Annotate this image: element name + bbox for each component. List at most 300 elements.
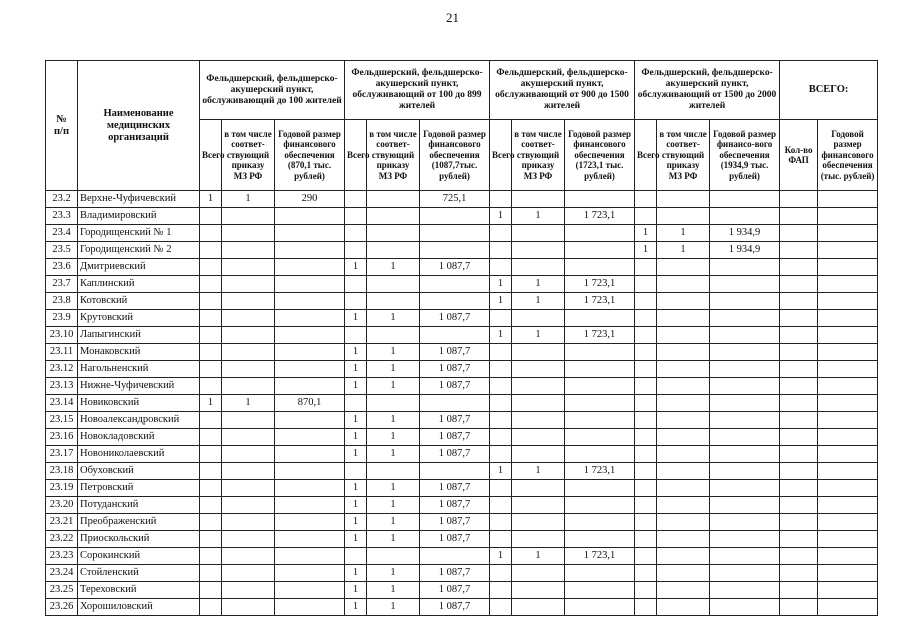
cell-count-incl [222, 225, 275, 242]
cell-amount [275, 582, 345, 599]
cell-count-incl [367, 463, 420, 480]
cell-count-all: 1 [345, 259, 367, 276]
cell-count-all [635, 565, 657, 582]
cell-count-all: 1 [345, 599, 367, 616]
cell-amount: 1 087,7 [420, 259, 490, 276]
cell-count-all: 1 [345, 310, 367, 327]
table-row [46, 412, 878, 429]
cell-count-all [635, 446, 657, 463]
col-header-name: Наименование медицинских организаций [78, 61, 200, 191]
cell-count-all [635, 497, 657, 514]
cell-amount [420, 548, 490, 565]
organization-name: Владимировский [78, 208, 200, 225]
cell-amount [565, 242, 635, 259]
cell-amount [275, 276, 345, 293]
cell-count-incl: 1 [367, 259, 420, 276]
cell-fap-count [780, 395, 818, 412]
cell-amount: 1 087,7 [420, 531, 490, 548]
row-number: 23.14 [46, 395, 78, 412]
cell-amount [275, 344, 345, 361]
cell-amount [818, 429, 878, 446]
cell-count-all [490, 259, 512, 276]
cell-count-all [635, 599, 657, 616]
row-number: 23.3 [46, 208, 78, 225]
col-header-number: № п/п [46, 61, 78, 191]
cell-amount [818, 480, 878, 497]
table-row [46, 225, 878, 242]
cell-count-incl [512, 446, 565, 463]
cell-amount [818, 361, 878, 378]
cell-count-all [635, 293, 657, 310]
cell-amount [818, 463, 878, 480]
table-row [46, 191, 878, 208]
cell-count-incl [222, 310, 275, 327]
cell-fap-count [780, 310, 818, 327]
cell-count-all [345, 327, 367, 344]
sub-header-all: Всего [200, 120, 222, 191]
cell-count-all [345, 395, 367, 412]
cell-count-incl [512, 361, 565, 378]
cell-amount [275, 531, 345, 548]
cell-count-all [345, 276, 367, 293]
cell-count-incl [222, 582, 275, 599]
cell-fap-count [780, 378, 818, 395]
cell-count-incl: 1 [367, 446, 420, 463]
cell-count-incl [222, 565, 275, 582]
cell-count-all [200, 480, 222, 497]
cell-amount [818, 599, 878, 616]
cell-count-incl [367, 327, 420, 344]
cell-count-all [200, 463, 222, 480]
cell-count-incl: 1 [222, 191, 275, 208]
cell-amount: 1 723,1 [565, 327, 635, 344]
cell-amount [565, 412, 635, 429]
row-number: 23.16 [46, 429, 78, 446]
organization-name: Новокладовский [78, 429, 200, 446]
row-number: 23.13 [46, 378, 78, 395]
row-number: 23.18 [46, 463, 78, 480]
cell-count-all [635, 344, 657, 361]
cell-amount [420, 463, 490, 480]
row-number: 23.23 [46, 548, 78, 565]
cell-count-all: 1 [200, 191, 222, 208]
cell-fap-count [780, 191, 818, 208]
cell-amount [710, 480, 780, 497]
organization-name: Монаковский [78, 344, 200, 361]
cell-count-incl [512, 531, 565, 548]
cell-count-incl [222, 429, 275, 446]
cell-count-all: 1 [345, 514, 367, 531]
cell-amount [710, 276, 780, 293]
cell-count-all [200, 225, 222, 242]
cell-fap-count [780, 463, 818, 480]
cell-count-incl: 1 [367, 378, 420, 395]
organization-name: Городищенский № 1 [78, 225, 200, 242]
cell-fap-count [780, 446, 818, 463]
organization-name: Котовский [78, 293, 200, 310]
cell-count-incl [222, 599, 275, 616]
cell-amount [565, 191, 635, 208]
cell-count-incl [657, 599, 710, 616]
cell-amount [710, 310, 780, 327]
cell-amount [565, 514, 635, 531]
table-row [46, 582, 878, 599]
header-row-groups [46, 61, 878, 120]
cell-count-incl [222, 548, 275, 565]
cell-count-all [490, 395, 512, 412]
cell-count-incl: 1 [367, 514, 420, 531]
cell-count-all [490, 191, 512, 208]
table-row [46, 293, 878, 310]
cell-count-all [490, 429, 512, 446]
row-number: 23.19 [46, 480, 78, 497]
cell-amount [275, 497, 345, 514]
cell-count-all [635, 208, 657, 225]
cell-amount [420, 208, 490, 225]
cell-amount [818, 344, 878, 361]
cell-count-all [345, 548, 367, 565]
organization-name: Нагольненский [78, 361, 200, 378]
row-number: 23.8 [46, 293, 78, 310]
financing-table [45, 60, 878, 616]
cell-count-all [490, 378, 512, 395]
cell-count-all [200, 446, 222, 463]
cell-amount [275, 378, 345, 395]
cell-count-incl [657, 531, 710, 548]
cell-count-incl [222, 208, 275, 225]
cell-amount: 1 087,7 [420, 514, 490, 531]
cell-amount: 1 087,7 [420, 429, 490, 446]
cell-count-incl [222, 446, 275, 463]
table-row [46, 344, 878, 361]
cell-amount [818, 395, 878, 412]
cell-count-incl [512, 344, 565, 361]
cell-fap-count [780, 259, 818, 276]
cell-amount: 870,1 [275, 395, 345, 412]
cell-count-incl: 1 [512, 208, 565, 225]
sub-header-all: Всего [490, 120, 512, 191]
cell-count-incl [222, 378, 275, 395]
cell-count-incl [222, 242, 275, 259]
row-number: 23.20 [46, 497, 78, 514]
cell-amount [275, 565, 345, 582]
cell-amount: 1 723,1 [565, 463, 635, 480]
cell-count-all: 1 [200, 395, 222, 412]
cell-count-all [490, 497, 512, 514]
row-number: 23.24 [46, 565, 78, 582]
cell-fap-count [780, 480, 818, 497]
table-row [46, 395, 878, 412]
cell-count-incl [367, 208, 420, 225]
sub-header-amount: Годовой размер финансового обеспечения (1087,7тыс. рублей) [420, 120, 490, 191]
cell-count-incl: 1 [367, 344, 420, 361]
cell-count-incl [657, 191, 710, 208]
cell-count-incl [657, 582, 710, 599]
cell-count-all [490, 582, 512, 599]
cell-fap-count [780, 361, 818, 378]
cell-count-all: 1 [490, 463, 512, 480]
organization-name: Нижне-Чуфичевский [78, 378, 200, 395]
cell-count-incl: 1 [367, 599, 420, 616]
cell-amount: 290 [275, 191, 345, 208]
cell-count-all: 1 [345, 531, 367, 548]
row-number: 23.4 [46, 225, 78, 242]
row-number: 23.25 [46, 582, 78, 599]
organization-name: Городищенский № 2 [78, 242, 200, 259]
cell-count-incl [222, 412, 275, 429]
cell-count-all [635, 514, 657, 531]
cell-count-all [490, 565, 512, 582]
cell-count-incl [657, 276, 710, 293]
cell-count-incl [512, 259, 565, 276]
cell-count-incl [367, 293, 420, 310]
cell-count-incl: 1 [367, 497, 420, 514]
cell-amount: 1 723,1 [565, 208, 635, 225]
sub-header-amount: Годовой размер финансового обеспечения (870,1 тыс. рублей) [275, 120, 345, 191]
cell-count-all: 1 [490, 327, 512, 344]
cell-fap-count [780, 582, 818, 599]
cell-count-incl [512, 599, 565, 616]
cell-fap-count [780, 327, 818, 344]
cell-fap-count [780, 599, 818, 616]
cell-count-all: 1 [345, 412, 367, 429]
cell-amount [710, 395, 780, 412]
table-row [46, 378, 878, 395]
table-row [46, 514, 878, 531]
cell-amount [275, 225, 345, 242]
row-number: 23.11 [46, 344, 78, 361]
cell-amount [818, 225, 878, 242]
cell-amount [275, 548, 345, 565]
cell-count-incl: 1 [512, 327, 565, 344]
table-row [46, 276, 878, 293]
cell-amount [710, 378, 780, 395]
cell-count-incl: 1 [512, 548, 565, 565]
cell-amount [710, 599, 780, 616]
sub-header-amount: Годовой размер финансового обеспечения (1723,1 тыс. рублей) [565, 120, 635, 191]
cell-amount [565, 531, 635, 548]
cell-amount [275, 446, 345, 463]
cell-amount [565, 225, 635, 242]
cell-amount [818, 412, 878, 429]
table-row [46, 565, 878, 582]
cell-amount [275, 293, 345, 310]
table-row [46, 259, 878, 276]
cell-count-all [345, 208, 367, 225]
cell-amount [420, 395, 490, 412]
cell-count-all [200, 429, 222, 446]
cell-fap-count [780, 208, 818, 225]
cell-count-incl [512, 242, 565, 259]
cell-count-all [490, 344, 512, 361]
sub-header-amount: Годовой размер финансо-вого обеспечения (1934,9 тыс. рублей) [710, 120, 780, 191]
cell-count-incl [222, 480, 275, 497]
row-number: 23.15 [46, 412, 78, 429]
cell-amount [565, 480, 635, 497]
table-row [46, 208, 878, 225]
cell-count-incl [657, 548, 710, 565]
cell-count-all: 1 [345, 480, 367, 497]
organization-name: Дмитриевский [78, 259, 200, 276]
row-number: 23.6 [46, 259, 78, 276]
cell-amount [818, 446, 878, 463]
sub-header-incl: в том числе соответ-ствующий приказу МЗ РФ [657, 120, 710, 191]
cell-amount [565, 565, 635, 582]
cell-count-all [635, 191, 657, 208]
cell-count-incl [657, 480, 710, 497]
cell-count-all: 1 [345, 446, 367, 463]
sub-header-incl: в том числе соответ-ствующий приказу МЗ РФ [512, 120, 565, 191]
cell-count-incl [367, 242, 420, 259]
sub-header-all: Всего [635, 120, 657, 191]
cell-count-incl [512, 378, 565, 395]
cell-amount: 1 087,7 [420, 565, 490, 582]
cell-count-all [200, 565, 222, 582]
sub-header-all: Всего [345, 120, 367, 191]
cell-count-all [490, 310, 512, 327]
organization-name: Приоскольский [78, 531, 200, 548]
cell-count-incl [222, 259, 275, 276]
cell-amount [275, 242, 345, 259]
organization-name: Крутовский [78, 310, 200, 327]
cell-amount: 1 934,9 [710, 225, 780, 242]
cell-amount [275, 361, 345, 378]
sub-header-incl: в том числе соответ-ствующий приказу МЗ РФ [222, 120, 275, 191]
cell-count-incl: 1 [512, 293, 565, 310]
cell-count-incl [512, 565, 565, 582]
table-row [46, 242, 878, 259]
cell-count-incl [657, 208, 710, 225]
cell-count-incl: 1 [657, 225, 710, 242]
cell-fap-count [780, 548, 818, 565]
cell-fap-count [780, 344, 818, 361]
cell-count-all [200, 412, 222, 429]
cell-count-incl [222, 514, 275, 531]
cell-count-incl [367, 276, 420, 293]
cell-count-all [490, 446, 512, 463]
cell-count-all [635, 310, 657, 327]
cell-amount [710, 429, 780, 446]
cell-amount [710, 463, 780, 480]
organization-name: Сорокинский [78, 548, 200, 565]
cell-amount: 1 087,7 [420, 412, 490, 429]
page-number: 21 [446, 10, 459, 25]
cell-count-incl [222, 327, 275, 344]
organization-name: Тереховский [78, 582, 200, 599]
cell-amount: 725,1 [420, 191, 490, 208]
cell-count-incl: 1 [367, 361, 420, 378]
table-body [46, 191, 878, 616]
cell-amount [818, 276, 878, 293]
cell-amount [818, 497, 878, 514]
cell-count-incl [367, 191, 420, 208]
cell-count-incl: 1 [367, 480, 420, 497]
cell-count-incl: 1 [657, 242, 710, 259]
cell-count-all: 1 [490, 208, 512, 225]
cell-amount [275, 463, 345, 480]
cell-amount [565, 395, 635, 412]
cell-amount: 1 087,7 [420, 361, 490, 378]
cell-amount [275, 514, 345, 531]
cell-amount [818, 327, 878, 344]
cell-amount [565, 344, 635, 361]
cell-count-all [490, 361, 512, 378]
cell-count-incl [657, 293, 710, 310]
cell-count-all [200, 327, 222, 344]
cell-amount: 1 087,7 [420, 344, 490, 361]
organization-name: Новиковский [78, 395, 200, 412]
cell-count-all [490, 412, 512, 429]
cell-count-all: 1 [635, 225, 657, 242]
organization-name: Лапыгинский [78, 327, 200, 344]
cell-count-incl [222, 276, 275, 293]
cell-count-incl: 1 [222, 395, 275, 412]
table-row [46, 548, 878, 565]
cell-count-all [200, 582, 222, 599]
table-row [46, 327, 878, 344]
table-row [46, 497, 878, 514]
cell-count-all [200, 344, 222, 361]
organization-name: Новониколаевский [78, 446, 200, 463]
cell-count-all [490, 242, 512, 259]
cell-count-incl [512, 480, 565, 497]
cell-count-incl [657, 395, 710, 412]
cell-count-all [200, 293, 222, 310]
cell-count-all [200, 208, 222, 225]
table-row [46, 361, 878, 378]
row-number: 23.9 [46, 310, 78, 327]
cell-count-incl [222, 344, 275, 361]
cell-count-all: 1 [635, 242, 657, 259]
cell-count-all [200, 259, 222, 276]
group-header-up-to-100: Фельдшерский, фельдшерско-акушерский пункт, обслуживающий до 100 жителей [200, 61, 345, 120]
cell-count-all [345, 293, 367, 310]
cell-count-incl [657, 463, 710, 480]
cell-count-all [635, 361, 657, 378]
cell-count-incl [657, 361, 710, 378]
cell-amount [420, 242, 490, 259]
cell-amount: 1 723,1 [565, 293, 635, 310]
cell-count-all: 1 [490, 293, 512, 310]
cell-count-all: 1 [345, 344, 367, 361]
cell-count-incl [512, 310, 565, 327]
row-number: 23.7 [46, 276, 78, 293]
cell-amount [818, 514, 878, 531]
cell-count-incl [657, 378, 710, 395]
cell-amount [565, 497, 635, 514]
cell-count-all [635, 395, 657, 412]
cell-count-all [635, 480, 657, 497]
cell-count-incl [657, 446, 710, 463]
cell-count-incl [512, 514, 565, 531]
row-number: 23.10 [46, 327, 78, 344]
cell-count-incl: 1 [367, 582, 420, 599]
cell-amount [818, 242, 878, 259]
cell-count-all: 1 [345, 582, 367, 599]
cell-count-incl [512, 497, 565, 514]
cell-count-all [200, 548, 222, 565]
group-header-100-899: Фельдшерский, фельдшерско-акушерский пункт, обслуживающий от 100 до 899 жителей [345, 61, 490, 120]
cell-amount [710, 327, 780, 344]
organization-name: Каплинский [78, 276, 200, 293]
cell-amount [565, 259, 635, 276]
cell-count-incl: 1 [512, 463, 565, 480]
cell-amount [710, 514, 780, 531]
cell-fap-count [780, 429, 818, 446]
cell-fap-count [780, 514, 818, 531]
cell-amount: 1 087,7 [420, 582, 490, 599]
cell-count-incl [657, 327, 710, 344]
